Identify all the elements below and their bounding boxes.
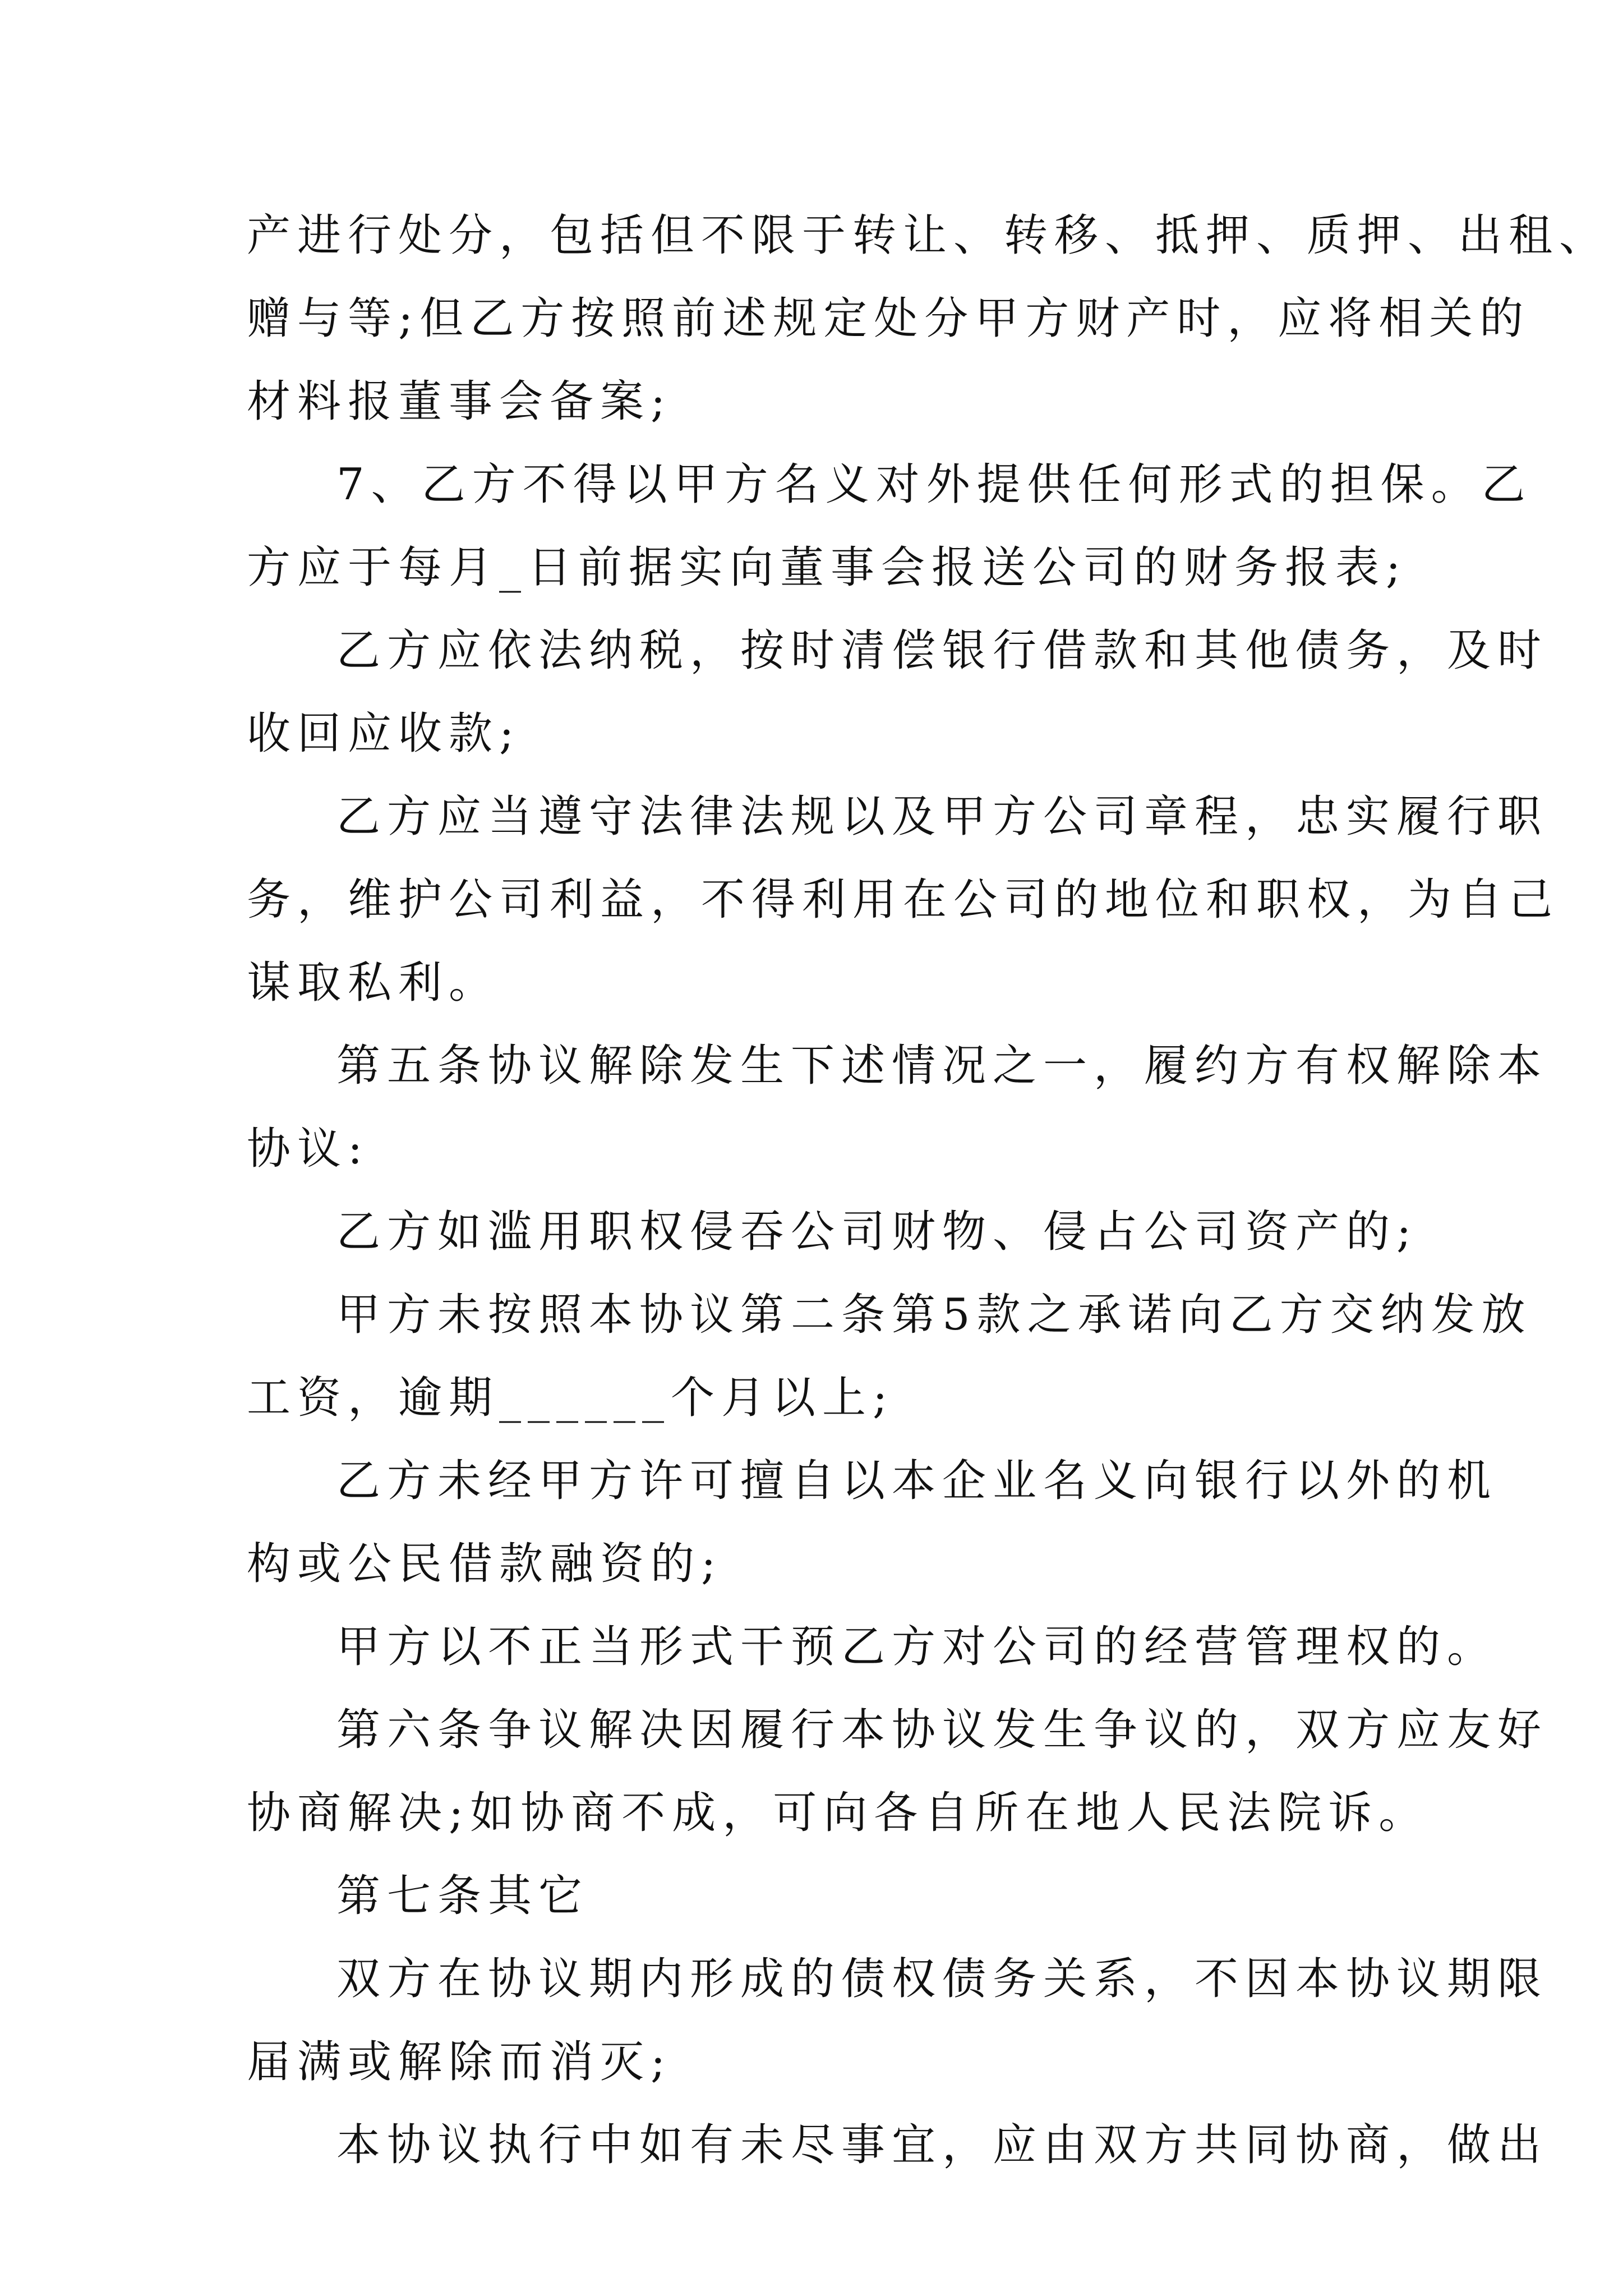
text-line: 乙方未经甲方许可擅自以本企业名义向银行以外的机 — [336, 1456, 1498, 1506]
text-line: 工资，逾期______个月以上; — [247, 1373, 895, 1423]
text-line: 双方在协议期内形成的债权债务关系，不因本协议期限 — [336, 1954, 1548, 2004]
text-line: 赠与等;但乙方按照前述规定处分甲方财产时，应将相关的 — [247, 293, 1530, 344]
text-line: 甲方未按照本协议第二条第5款之承诺向乙方交纳发放 — [336, 1290, 1532, 1340]
text-line: 本协议执行中如有未尽事宜，应由双方共同协商，做出 — [336, 2120, 1548, 2170]
text-line: 谋取私利。 — [247, 958, 500, 1008]
text-line: 甲方以不正当形式干预乙方对公司的经营管理权的。 — [336, 1622, 1498, 1672]
text-line: 收回应收款; — [247, 708, 521, 759]
text-line: 协议: — [247, 1124, 370, 1174]
text-line: 材料报董事会备案; — [247, 376, 672, 427]
text-line: 产进行处分，包括但不限于转让、转移、抵押、质押、出租、 — [247, 210, 1610, 261]
text-line: 届满或解除而消灭; — [247, 2037, 672, 2087]
text-line: 乙方如滥用职权侵吞公司财物、侵占公司资产的; — [336, 1207, 1418, 1257]
text-line: 第七条其它 — [336, 1871, 589, 1921]
text-line: 方应于每月_日前据实向董事会报送公司的财务报表; — [247, 542, 1408, 593]
text-line: 乙方应依法纳税，按时清偿银行借款和其他债务，及时 — [336, 625, 1548, 676]
text-line: 构或公民借款融资的; — [247, 1539, 723, 1589]
text-line: 务，维护公司利益，不得利用在公司的地位和职权，为自己 — [247, 875, 1560, 925]
text-line: 第五条协议解除发生下述情况之一，履约方有权解除本 — [336, 1041, 1548, 1091]
text-line: 7、乙方不得以甲方名义对外提供任何形式的担保。乙 — [336, 459, 1532, 510]
text-line: 乙方应当遵守法律法规以及甲方公司章程，忠实履行职 — [336, 792, 1548, 842]
text-line: 协商解决;如协商不成，可向各自所在地人民法院诉。 — [247, 1788, 1430, 1838]
text-line: 第六条争议解决因履行本协议发生争议的，双方应友好 — [336, 1705, 1548, 1755]
